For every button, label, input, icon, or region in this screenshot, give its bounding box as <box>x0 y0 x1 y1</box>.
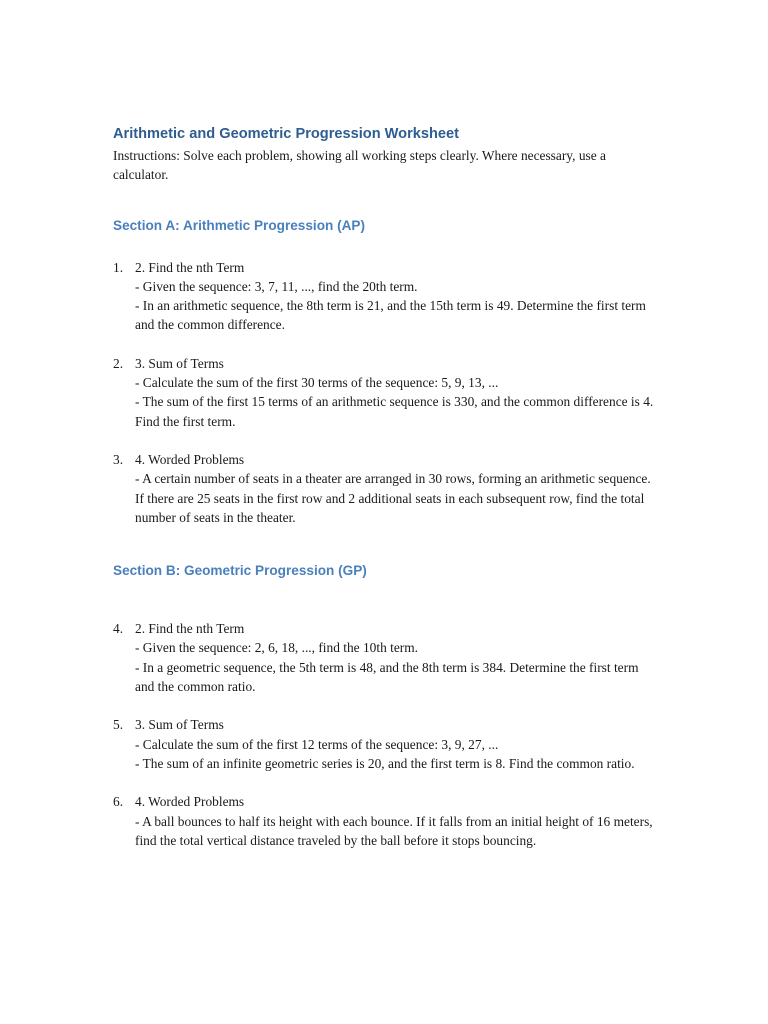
worksheet-page <box>113 122 658 850</box>
problem-line: - In a geometric sequence, the 5th term is 48, and the 8th term is 384. Determine the first term and the common ratio. <box>135 659 639 695</box>
problem-item <box>113 715 658 773</box>
page-title: Arithmetic and Geometric Progression Worksheet <box>113 126 460 142</box>
problem-line: - The sum of the first 15 terms of an arithmetic sequence is 330, and the common difference is 4. Find the first term. <box>135 394 654 429</box>
problem-line: - A ball bounces to half its height with each bounce. If it falls from an initial height of 16 meters, find the total vertical distance traveled by the ball before it stops bouncing. <box>135 813 653 848</box>
problem-line: - The sum of an infinite geometric series is 20, and the first term is 8. Find the common ratio. <box>135 755 635 771</box>
problem-number: 2. <box>113 355 124 371</box>
problem-title: 4. Worded Problems <box>135 451 245 467</box>
problem-title: 2. Find the nth Term <box>135 621 245 637</box>
problem-title: 2. Find the nth Term <box>135 259 245 275</box>
problem-line: - A certain number of seats in a theater are arranged in 30 rows, forming an arithmetic sequence. If there are 25 seats in the first row and 2 additional seats in each subsequent row, find the total number of seats in the theater. <box>135 471 651 525</box>
problem-title: 3. Sum of Terms <box>135 355 224 371</box>
problem-line: - Calculate the sum of the first 30 terms of the sequence: 5, 9, 13, ... <box>135 375 499 391</box>
problem-title: 3. Sum of Terms <box>135 717 224 733</box>
problem-item <box>113 450 658 527</box>
section-b-heading: Section B: Geometric Progression (GP) <box>113 563 367 579</box>
section-a-problem-list <box>113 258 658 528</box>
problem-item <box>113 258 658 335</box>
problem-title: 4. Worded Problems <box>135 794 245 810</box>
problem-line: - In an arithmetic sequence, the 8th term is 21, and the 15th term is 49. Determine the first term and the common difference. <box>135 298 646 333</box>
problem-number: 4. <box>113 621 124 637</box>
problem-line: - Given the sequence: 3, 7, 11, ..., find the 20th term. <box>135 278 418 294</box>
problem-number: 3. <box>113 451 124 467</box>
problem-number: 1. <box>113 259 124 275</box>
problem-item <box>113 354 658 431</box>
problem-line: - Calculate the sum of the first 12 terms of the sequence: 3, 9, 27, ... <box>135 736 499 752</box>
section-b-problem-list <box>113 619 658 850</box>
problem-number: 5. <box>113 717 124 733</box>
problem-line: - Given the sequence: 2, 6, 18, ..., find the 10th term. <box>135 640 418 656</box>
problem-item <box>113 792 658 850</box>
instructions-text: Instructions: Solve each problem, showing all working steps clearly. Where necessary, use a calculator. <box>113 148 606 183</box>
problem-number: 6. <box>113 794 124 810</box>
section-a-heading: Section A: Arithmetic Progression (AP) <box>113 217 366 233</box>
problem-item <box>113 619 658 696</box>
